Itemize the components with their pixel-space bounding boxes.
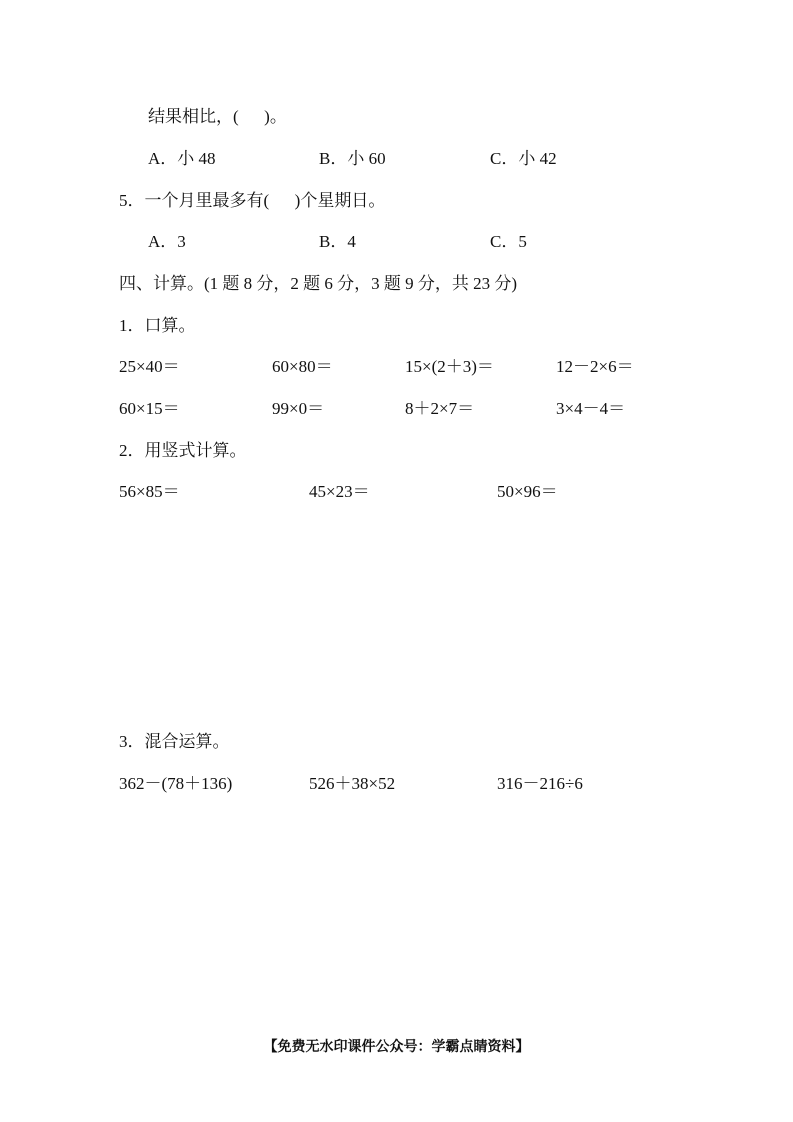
mixed-calc-item: 316－216÷6 [497, 774, 583, 793]
question-4-option-b: B．小 60 [319, 149, 386, 168]
footer-note: 【免费无水印课件公众号：学霸点睛资料】 [263, 1039, 530, 1055]
mixed-calc-item: 362－(78＋136) [119, 774, 233, 793]
vertical-calc-item: 45×23＝ [309, 482, 370, 501]
part-1-title: 1．口算。 [119, 316, 196, 335]
question-4-option-c: C．小 42 [490, 149, 557, 168]
oral-calc-item: 15×(2＋3)＝ [405, 357, 494, 376]
question-5-text: 5．一个月里最多有( )个星期日。 [119, 191, 386, 210]
oral-calc-item: 25×40＝ [119, 357, 180, 376]
oral-calc-item: 99×0＝ [272, 399, 325, 418]
mixed-calc-item: 526＋38×52 [309, 774, 396, 793]
oral-calc-item: 12－2×6＝ [556, 357, 634, 376]
question-5-option-a: A．3 [148, 232, 186, 251]
section-4-title: 四、计算。(1 题 8 分，2 题 6 分，3 题 9 分，共 23 分) [119, 274, 518, 293]
part-3-title: 3．混合运算。 [119, 732, 230, 751]
vertical-calc-item: 56×85＝ [119, 482, 180, 501]
question-4-option-a: A．小 48 [148, 149, 216, 168]
part-2-title: 2．用竖式计算。 [119, 441, 247, 460]
oral-calc-item: 8＋2×7＝ [405, 399, 475, 418]
question-5-option-b: B．4 [319, 232, 356, 251]
oral-calc-item: 60×80＝ [272, 357, 333, 376]
question-5-option-c: C．5 [490, 232, 527, 251]
vertical-calc-item: 50×96＝ [497, 482, 558, 501]
question-4-continuation: 结果相比，( )。 [148, 107, 287, 126]
oral-calc-item: 3×4－4＝ [556, 399, 626, 418]
oral-calc-item: 60×15＝ [119, 399, 180, 418]
